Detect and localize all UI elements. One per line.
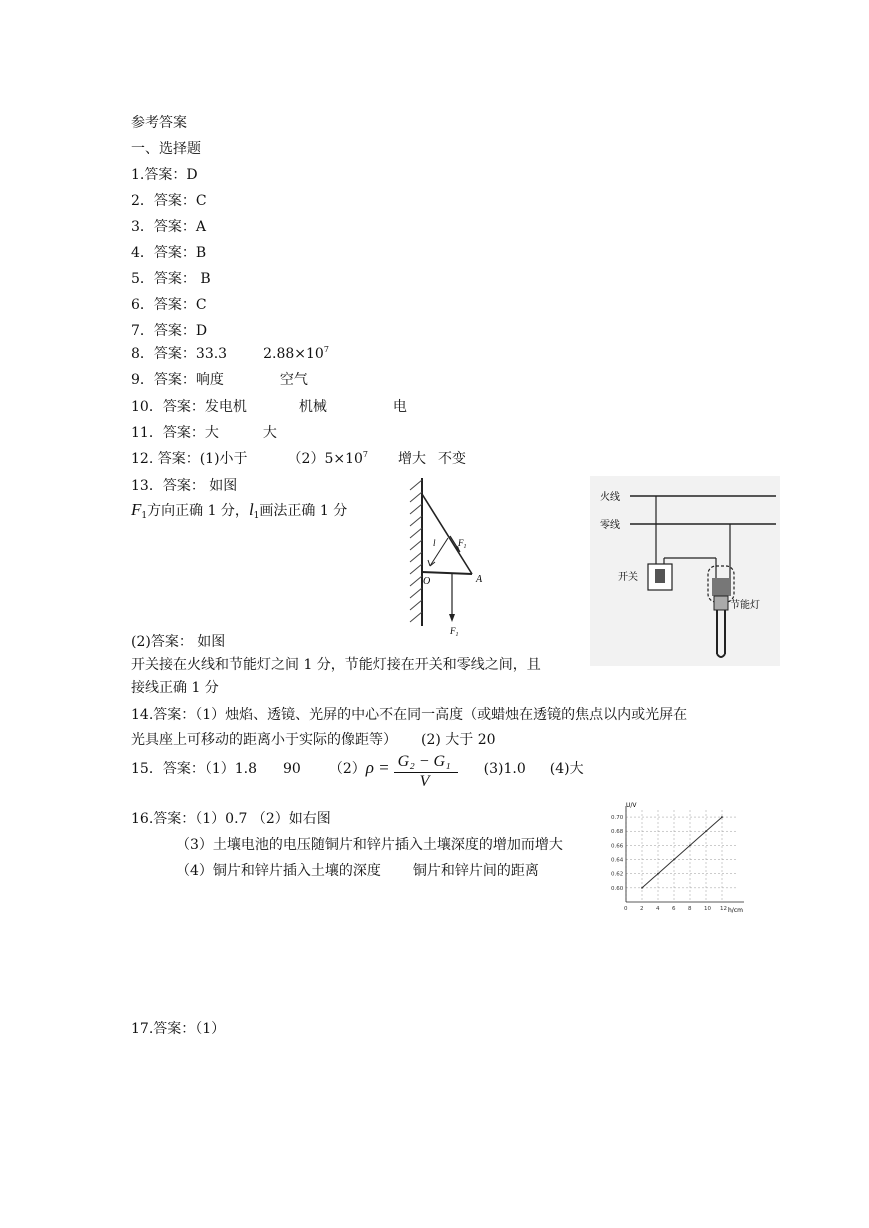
data-point (657, 873, 659, 875)
answer-16-line3 (176, 862, 539, 880)
answer-6: 6．答案：C (131, 297, 207, 313)
lever-diagram (400, 476, 490, 638)
answer-10-value-2: 机械 (298, 399, 327, 415)
answer-13-line1: 13．答案： 如图 (131, 478, 238, 494)
criteria-mid: 方向正确 1 分， (147, 503, 249, 519)
data-point (673, 859, 675, 861)
voltage-curve (642, 817, 722, 888)
answer-12-prefix: 12. 答案：(1)小于 (131, 451, 248, 467)
x-tick-label: 0 (624, 906, 628, 912)
answer-12-value-3: 增大 (398, 451, 426, 467)
y-tick-label: 0.60 (611, 885, 624, 892)
x-axis-label: h/cm (728, 907, 743, 914)
fraction-numerator: G₂ − G₁ (397, 753, 451, 770)
answer-12-value-4: 不变 (438, 451, 466, 467)
answer-1: 1.答案：D (131, 167, 198, 183)
switch-label: 开关 (618, 572, 638, 583)
x-tick-label: 8 (688, 906, 692, 912)
answer-16-line2: （3）土壤电池的电压随铜片和锌片插入土壤深度的增加而增大 (176, 837, 563, 853)
density-symbol: ρ = (365, 758, 390, 777)
criteria-end: 画法正确 1 分 (259, 503, 348, 519)
x-tick-label: 4 (656, 906, 660, 912)
live-wire-label: 火线 (600, 492, 620, 503)
answer-10-prefix: 10．答案：发电机 (131, 399, 247, 415)
pivot-o-label: O (423, 576, 431, 587)
section-multiple-choice: 一、选择题 (131, 141, 201, 157)
answer-14-line2 (131, 731, 496, 749)
lamp-label: 节能灯 (730, 600, 760, 611)
answer-14-line1: 14.答案：（1）烛焰、透镜、光屏的中心不在同一高度（或蜡烛在透镜的焦点以内或光屏在 (131, 707, 688, 723)
arm-subscript: 1 (253, 511, 260, 521)
answer-10 (131, 398, 407, 416)
x-tick-label: 6 (672, 906, 676, 912)
answer-11-prefix: 11．答案：大 (131, 425, 219, 441)
arm-symbol: l (248, 500, 254, 519)
answer-10-value-3: 电 (392, 399, 407, 415)
answer-16-line1: 16.答案：（1）0.7 （2）如右图 (131, 811, 331, 827)
density-fraction (390, 753, 462, 790)
y-axis-label: U/V (626, 802, 637, 809)
answer-15-prefix: 15．答案：（1）1.8 (131, 761, 257, 777)
answer-5: 5．答案： B (131, 271, 211, 287)
answer-key-heading: 参考答案 (131, 115, 187, 131)
answer-7: 7．答案：D (131, 323, 208, 339)
voltage-depth-chart (610, 800, 750, 918)
data-point (689, 844, 691, 846)
answer-9 (131, 371, 308, 389)
answer-8 (131, 345, 329, 363)
answer-12-value-2: （2）5×10 (287, 451, 363, 467)
y-tick-label: 0.68 (611, 829, 624, 836)
answer-11 (131, 424, 277, 442)
circuit-diagram (590, 476, 780, 666)
lever-arm-label: l (433, 538, 436, 548)
x-tick-label: 12 (720, 906, 727, 912)
y-tick-label: 0.64 (611, 857, 624, 864)
answer-14-part2: (2) 大于 20 (421, 732, 496, 748)
answer-15-value-2: 90 (283, 761, 301, 777)
answer-15-part2: （2） (328, 761, 366, 777)
answer-15 (131, 753, 584, 790)
answer-8-value: 2.88×10 (263, 346, 324, 362)
point-a-label: A (476, 574, 483, 585)
x-tick-label: 2 (640, 906, 644, 912)
lever-f-down-label: $F_1$ (450, 626, 459, 638)
y-tick-label: 0.66 (611, 843, 624, 850)
answer-15-part4: (4)大 (549, 761, 584, 777)
answer-17: 17.答案：（1） (131, 1021, 226, 1037)
lever-f1-label: $F_1$ (458, 538, 467, 550)
y-tick-label: 0.70 (611, 815, 624, 822)
answer-9-value: 空气 (279, 372, 308, 388)
answer-16-part4a: （4）铜片和锌片插入土壤的深度 (176, 863, 381, 879)
answer-13-note2: 接线正确 1 分 (131, 680, 219, 696)
neutral-wire-label: 零线 (600, 520, 620, 531)
answer-13-criteria (131, 501, 347, 520)
answer-13-note1: 开关接在火线和节能灯之间 1 分，节能灯接在开关和零线之间，且 (131, 657, 541, 673)
answer-9-prefix: 9．答案：响度 (131, 372, 224, 388)
answer-11-value: 大 (262, 425, 277, 441)
answer-14-text: 光具座上可移动的距离小于实际的像距等） (131, 732, 397, 748)
answer-8-prefix: 8．答案：33.3 (131, 346, 228, 362)
x-tick-label: 10 (704, 906, 711, 912)
answer-15-part3: (3)1.0 (483, 761, 526, 777)
data-point (641, 887, 643, 889)
fraction-denominator: V (419, 773, 430, 790)
y-tick-label: 0.62 (611, 871, 624, 878)
answer-12-exponent: 7 (362, 450, 368, 459)
answer-12 (131, 450, 466, 468)
data-point (721, 816, 723, 818)
answer-8-exponent: 7 (323, 345, 329, 354)
force-subscript: 1 (141, 511, 148, 521)
answer-16-part4b: 铜片和锌片间的距离 (412, 863, 539, 879)
data-point (705, 830, 707, 832)
answer-2: 2．答案：C (131, 193, 207, 209)
answer-3: 3．答案：A (131, 219, 207, 235)
force-symbol: F (131, 500, 142, 519)
answer-13-part2: (2)答案： 如图 (131, 634, 226, 650)
answer-4: 4．答案：B (131, 245, 207, 261)
